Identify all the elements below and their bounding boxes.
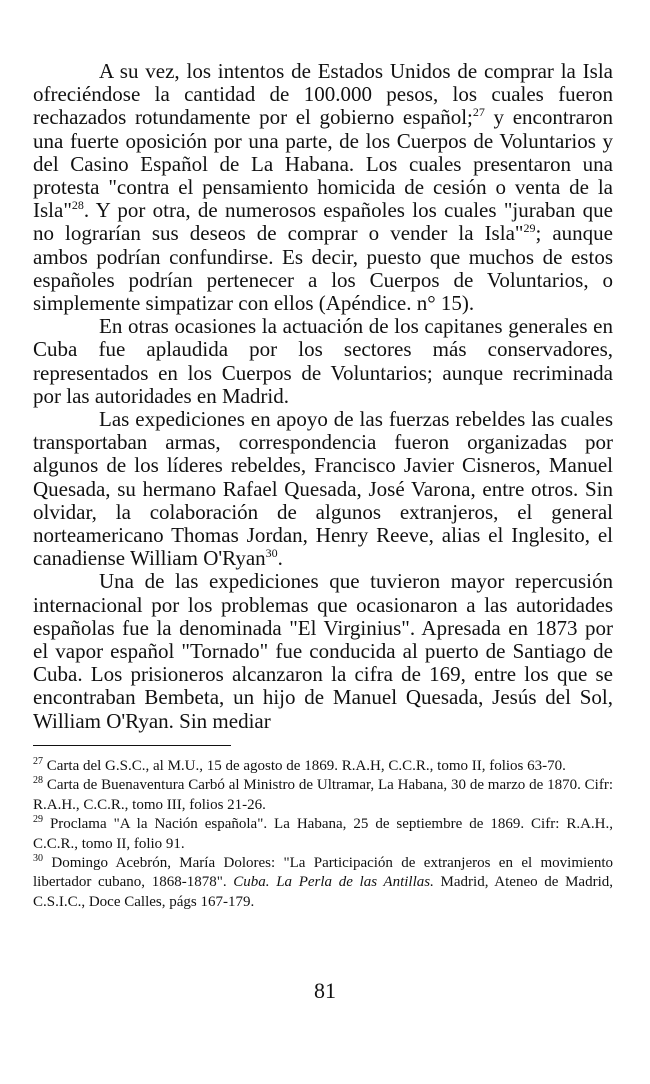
footnote-27: $^{27}$ Carta del G.S.C., al M.U., 15 de agosto de 1869. R.A.H, C.C.R., tomo II, folios 63-70. <box>33 755 566 774</box>
footnote-28: $^{28}$ Carta de Buenaventura Carbó al Ministro de Ultramar, La Habana, 30 de marzo de 1870. Cifr: R.A.H., C.C.R., tomo III, folios 21-26. <box>33 775 613 813</box>
footnote-divider <box>33 745 231 746</box>
footnotes <box>33 757 613 912</box>
paragraph-2: En otras ocasiones la actuación de los capitanes generales en Cuba fue aplaudida por los sectores más conservadores, representados en los Cuerpos de Voluntarios; aunque recriminada por las autoridades en Madrid. <box>33 314 613 408</box>
page-number: 81 <box>314 978 336 1003</box>
footnote-ref-28[interactable]: 28 <box>71 198 84 213</box>
footnote-30-title: Cuba. La Perla de las Antillas. <box>233 874 434 891</box>
footnote-ref-30[interactable]: 30 <box>265 546 278 561</box>
footnote-29: $^{29}$ Proclama "A la Nación española". La Habana, 25 de septiembre de 1869. Cifr: R.A.H., C.C.R., tomo II, folio 91. <box>33 814 614 852</box>
body-text <box>33 60 613 733</box>
paragraph-4: Una de las expediciones que tuvieron mayor repercusión internacional por los problemas que ocasionaron a las autoridades españolas fue la denominada "El Virginius". Apresada en 1873 por el vapor español "Tornado" fue conducida al puerto de Santiago de Cuba. Los prisioneros alcanzaron la cifra de 169, entre los que se encontraban Bembeta, un hijo de Manuel Quesada, Jesús del Sol, William O'Ryan. Sin mediar <box>33 569 613 733</box>
paragraph-1: A su vez, los intentos de Estados Unidos de comprar la Isla ofreciéndose la cantidad de 100.000 pesos, los cuales fueron rechazados rotundamente por el gobierno español;$^{27}$ y encontraron una fuerte oposición por una parte, de los Cuerpos de Voluntarios y del Casino Español de La Habana. Los cuales presentaron una protesta "contra el pensamiento homicida de cesión o venta de la Isla"$^{28}$. Y por otra, de numerosos españoles los cuales "juraban que no lograrían sus deseos de comprar o vender la Isla"$^{29}$; aunque ambos podrían confundirse. Es decir, puesto que muchos de estos españoles podrían pertenecer a los Cuerpos de Voluntarios, o simplemente simpatizar con ellos (Apéndice. n° 15). <box>33 59 613 316</box>
footnote-30: $^{30}$ Domingo Acebrón, María Dolores: "La Participación de extranjeros en el movimiento libertador cubano, 1868-1878". Cuba. La Perla de las Antillas. Madrid, Ateneo de Madrid, C.S.I.C., Doce Calles, págs 167-179. <box>33 852 614 910</box>
book-page <box>33 60 613 912</box>
footnote-ref-29[interactable]: 29 <box>523 221 536 236</box>
footnote-ref-27[interactable]: 27 <box>472 105 485 120</box>
paragraph-3: Las expediciones en apoyo de las fuerzas rebeldes las cuales transportaban armas, correspondencia fueron organizadas por algunos de los líderes rebeldes, Francisco Javier Cisneros, Manuel Quesada, su hermano Rafael Quesada, José Varona, entre otros. Sin olvidar, la colaboración de algunos extranjeros, el general norteamericano Thomas Jordan, Henry Reeve, alias el Inglesito, el canadiense William O'Ryan$^{30}$. <box>33 407 613 571</box>
